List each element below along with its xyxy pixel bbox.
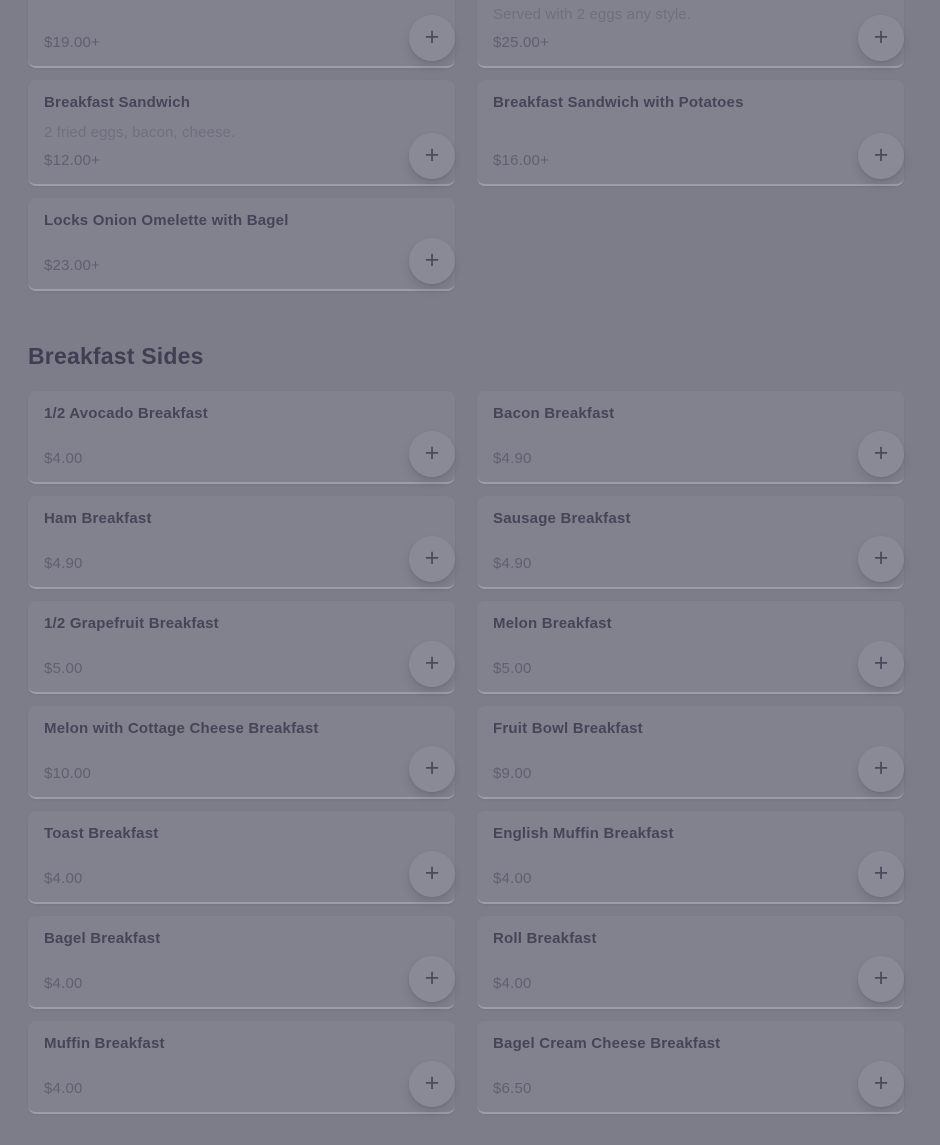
- menu-item-card[interactable]: [28, 496, 455, 589]
- menu-item-card[interactable]: [28, 706, 455, 799]
- plus-icon: +: [873, 648, 889, 677]
- plus-icon: +: [873, 140, 889, 169]
- add-item-button[interactable]: [409, 851, 455, 897]
- item-price: $4.00: [44, 450, 83, 467]
- item-name: Breakfast Sandwich: [44, 94, 191, 111]
- item-price: $6.50: [493, 1080, 532, 1097]
- item-price: $5.00: [493, 660, 532, 677]
- add-item-button[interactable]: [409, 746, 455, 792]
- item-description: Served with 2 eggs any style.: [493, 6, 692, 23]
- item-price: $4.00: [44, 870, 83, 887]
- add-item-button[interactable]: [858, 133, 904, 179]
- menu-item-card[interactable]: [477, 1021, 904, 1114]
- add-item-button[interactable]: [858, 15, 904, 61]
- add-item-button[interactable]: [858, 536, 904, 582]
- menu-item-card[interactable]: [28, 80, 455, 186]
- menu-item-card[interactable]: [28, 0, 455, 68]
- item-price: $4.00: [44, 1080, 83, 1097]
- item-price: $10.00: [44, 765, 92, 782]
- plus-icon: +: [424, 543, 440, 572]
- menu-item-card[interactable]: [477, 391, 904, 484]
- item-price: $4.90: [44, 555, 83, 572]
- menu-item-card[interactable]: [28, 811, 455, 904]
- menu-item-card[interactable]: [477, 496, 904, 589]
- plus-icon: +: [424, 245, 440, 274]
- add-item-button[interactable]: [409, 431, 455, 477]
- menu-item-card[interactable]: [477, 916, 904, 1009]
- item-name: Bacon Breakfast: [493, 405, 615, 422]
- menu-item-card[interactable]: [28, 198, 455, 291]
- item-name: Bagel Cream Cheese Breakfast: [493, 1035, 721, 1052]
- section-heading: Breakfast Sides: [28, 343, 204, 369]
- item-price: $9.00: [493, 765, 532, 782]
- menu-item-card[interactable]: [28, 601, 455, 694]
- item-name: Fruit Bowl Breakfast: [493, 720, 643, 737]
- add-item-button[interactable]: [409, 238, 455, 284]
- menu-item-card[interactable]: [477, 706, 904, 799]
- item-name: Ham Breakfast: [44, 510, 152, 527]
- menu-section-breakfast: [28, 0, 904, 291]
- menu-item-card[interactable]: [477, 80, 904, 186]
- plus-icon: +: [424, 858, 440, 887]
- item-price: $19.00+: [44, 34, 101, 51]
- plus-icon: +: [873, 543, 889, 572]
- add-item-button[interactable]: [858, 746, 904, 792]
- menu-item-card[interactable]: [28, 1021, 455, 1114]
- plus-icon: +: [424, 1068, 440, 1097]
- item-price: $16.00+: [493, 152, 550, 169]
- item-name: Muffin Breakfast: [44, 1035, 165, 1052]
- item-name: Roll Breakfast: [493, 930, 597, 947]
- item-price: $4.00: [493, 975, 532, 992]
- menu-item-card[interactable]: [477, 811, 904, 904]
- plus-icon: +: [873, 753, 889, 782]
- add-item-button[interactable]: [409, 15, 455, 61]
- item-name: 1/2 Avocado Breakfast: [44, 405, 208, 422]
- plus-icon: +: [873, 1068, 889, 1097]
- plus-icon: +: [424, 438, 440, 467]
- add-item-button[interactable]: [858, 641, 904, 687]
- add-item-button[interactable]: [858, 1061, 904, 1107]
- plus-icon: +: [873, 963, 889, 992]
- plus-icon: +: [873, 22, 889, 51]
- item-price: $4.00: [493, 870, 532, 887]
- menu-item-card[interactable]: [28, 916, 455, 1009]
- add-item-button[interactable]: [858, 956, 904, 1002]
- plus-icon: +: [873, 858, 889, 887]
- add-item-button[interactable]: [409, 133, 455, 179]
- add-item-button[interactable]: [409, 536, 455, 582]
- add-item-button[interactable]: [858, 851, 904, 897]
- plus-icon: +: [424, 22, 440, 51]
- item-price: $4.90: [493, 555, 532, 572]
- menu-item-card[interactable]: [477, 601, 904, 694]
- plus-icon: +: [424, 753, 440, 782]
- item-name: English Muffin Breakfast: [493, 825, 674, 842]
- item-price: $4.00: [44, 975, 83, 992]
- add-item-button[interactable]: [858, 431, 904, 477]
- add-item-button[interactable]: [409, 1061, 455, 1107]
- add-item-button[interactable]: [409, 956, 455, 1002]
- item-price: $25.00+: [493, 34, 550, 51]
- plus-icon: +: [424, 140, 440, 169]
- plus-icon: +: [873, 438, 889, 467]
- item-name: Toast Breakfast: [44, 825, 159, 842]
- item-price: $23.00+: [44, 257, 101, 274]
- menu-section-breakfast-sides: [28, 391, 904, 1114]
- item-price: $5.00: [44, 660, 83, 677]
- plus-icon: +: [424, 963, 440, 992]
- add-item-button[interactable]: [409, 641, 455, 687]
- item-name: Locks Onion Omelette with Bagel: [44, 212, 289, 229]
- item-name: Melon Breakfast: [493, 615, 612, 632]
- item-name: Sausage Breakfast: [493, 510, 631, 527]
- item-name: Bagel Breakfast: [44, 930, 161, 947]
- item-price: $12.00+: [44, 152, 101, 169]
- menu-item-card[interactable]: [477, 0, 904, 68]
- item-price: $4.90: [493, 450, 532, 467]
- menu-item-card[interactable]: [28, 391, 455, 484]
- item-name: 1/2 Grapefruit Breakfast: [44, 615, 219, 632]
- item-name: Breakfast Sandwich with Potatoes: [493, 94, 744, 111]
- plus-icon: +: [424, 648, 440, 677]
- item-description: 2 fried eggs, bacon, cheese.: [44, 124, 236, 141]
- item-name: Melon with Cottage Cheese Breakfast: [44, 720, 319, 737]
